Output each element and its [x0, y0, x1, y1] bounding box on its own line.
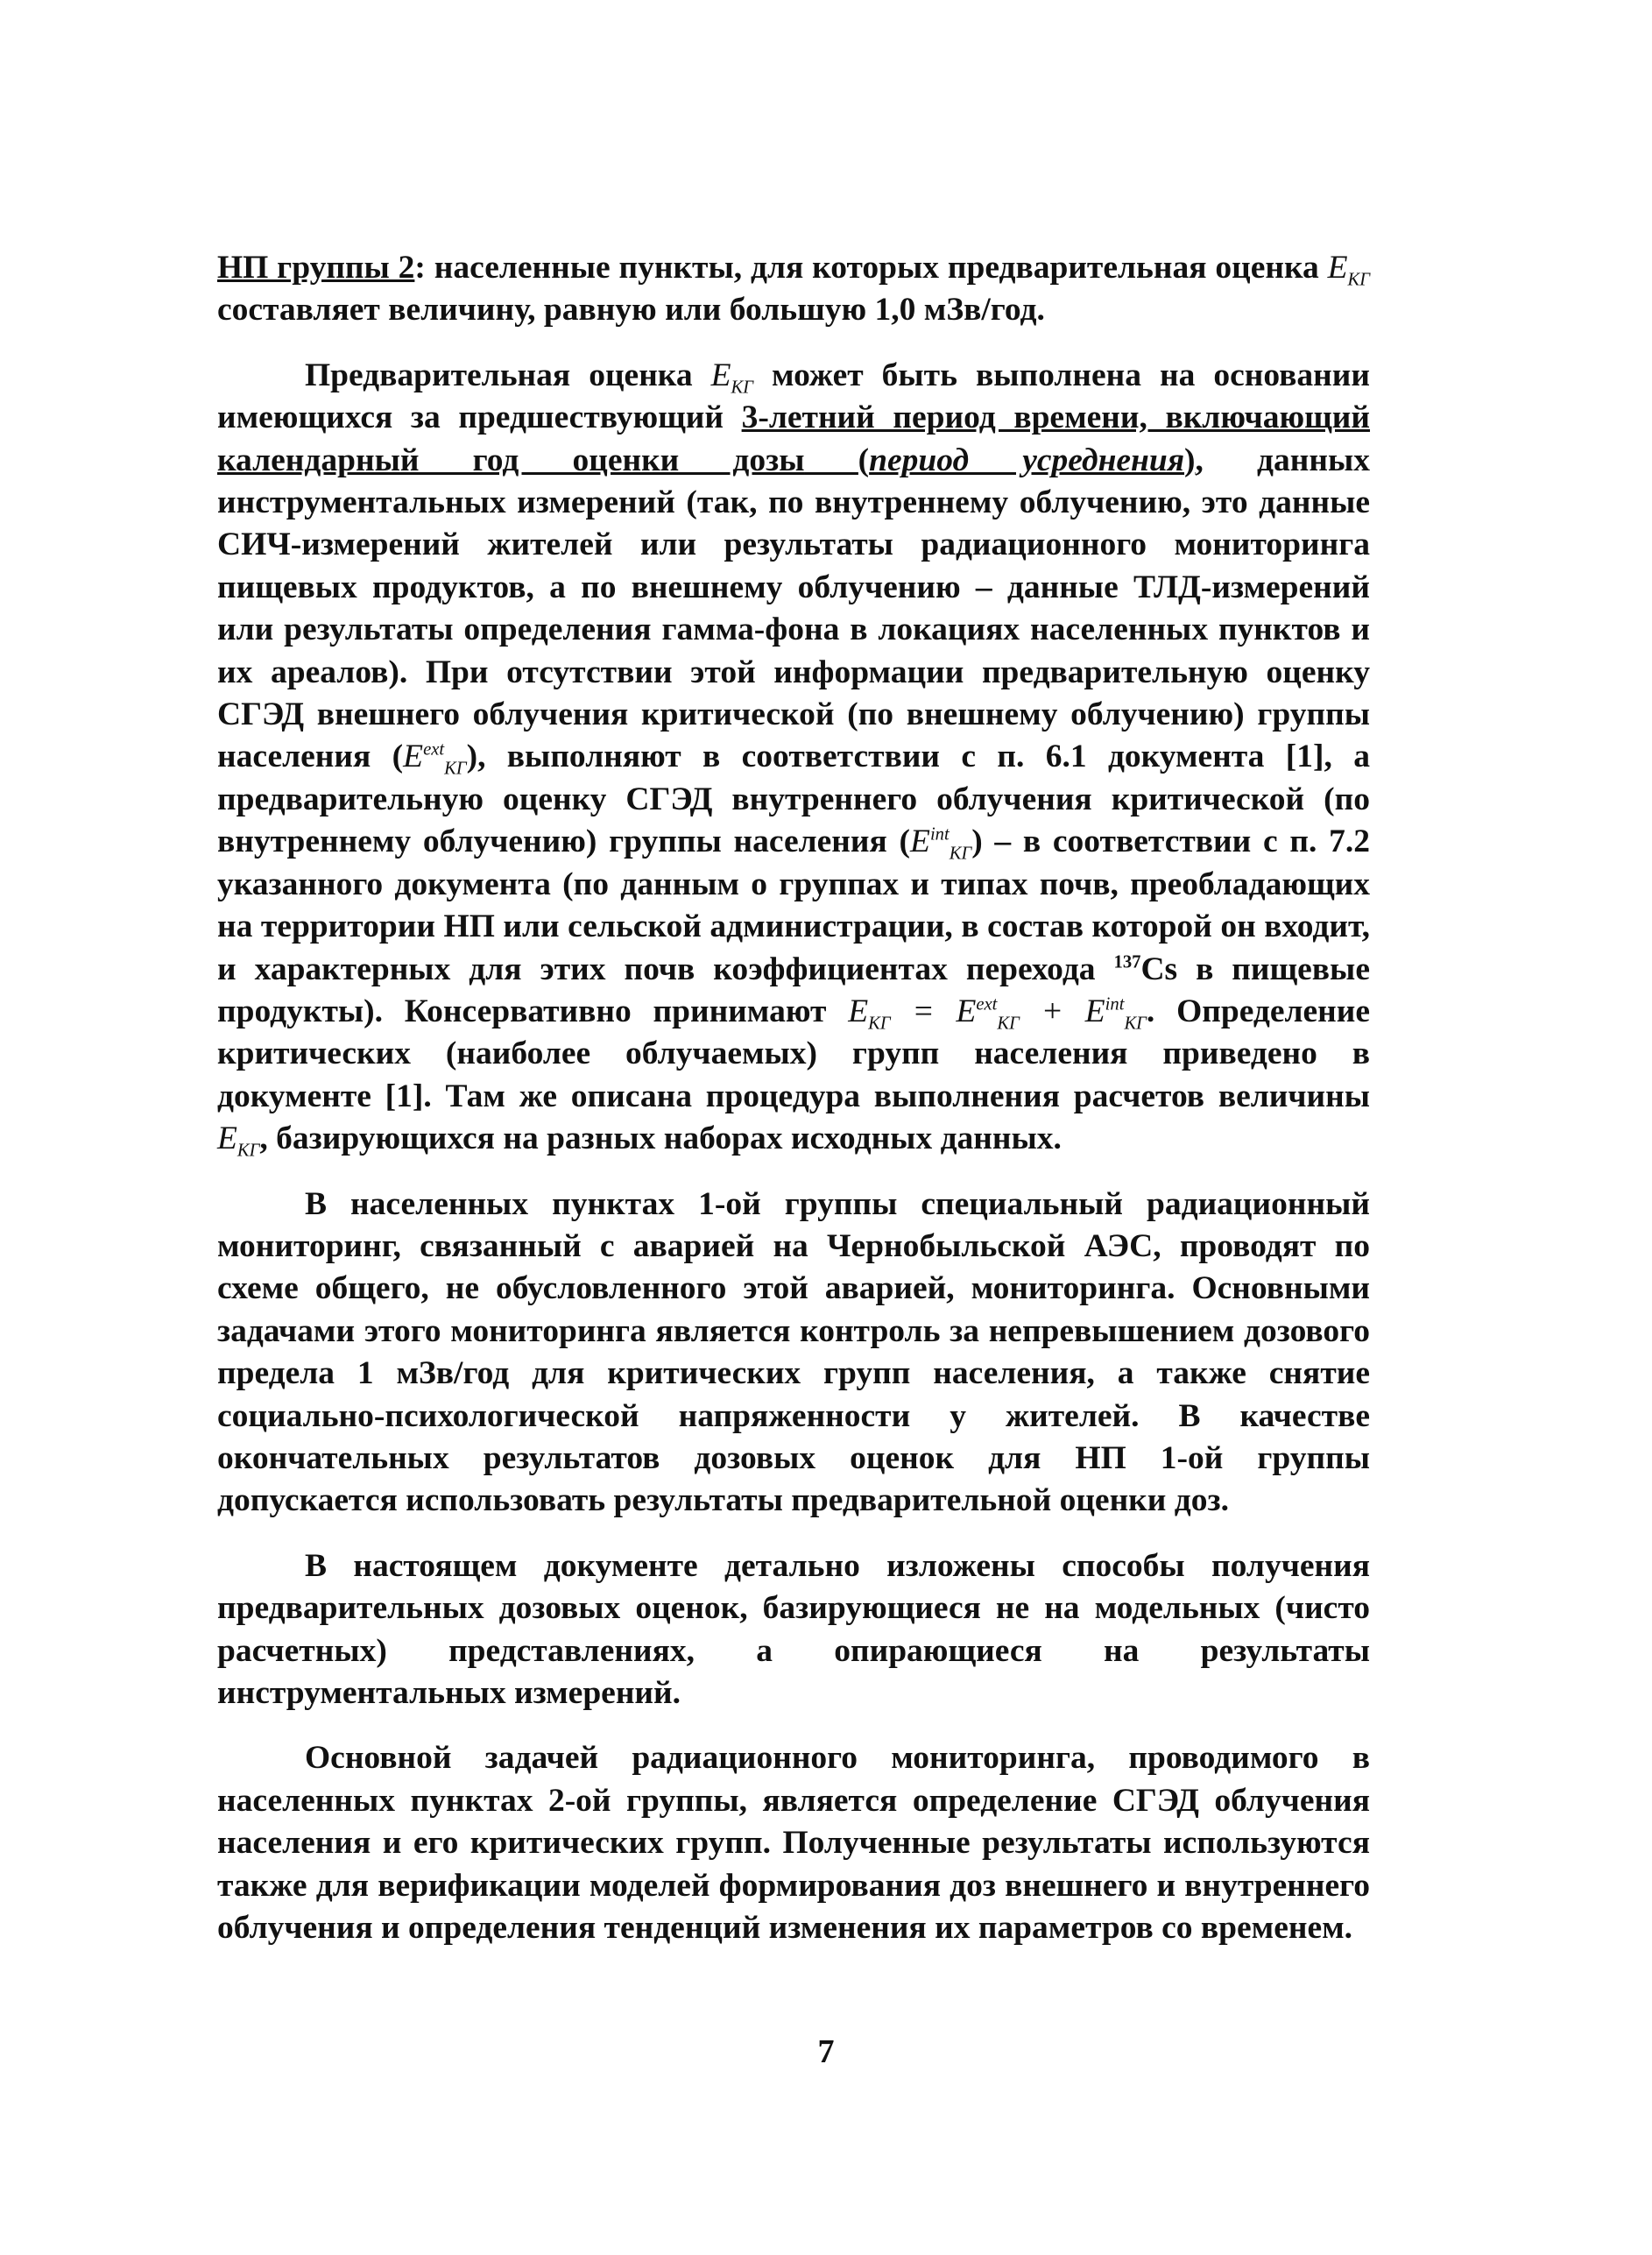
text: Предварительная оценка: [305, 357, 711, 393]
internal-dose-symbol: $E^{int}_{KГ}$: [910, 824, 972, 864]
text: : населенные пункты, для которых предварительная оценка: [414, 250, 1328, 286]
page-number: 7: [817, 2033, 835, 2070]
isotope-mass-number: 137: [1113, 952, 1141, 972]
dose-symbol: $E_{KГ}$: [217, 1120, 260, 1161]
paragraph-group-1-monitoring: В населенных пунктах 1-ой группы специальный радиационный мониторинг, связанный с аварией на Чернобыльской АЭС, проводят по схеме общего, не обусловленного этой аварией, мониторинга. Основными задачами этого мониторинга является контроль за непревышением дозового предела 1 мЗв/год для критических групп населения, а также снятие социально-психологической напряженности у жителей. В качестве окончательных результатов дозовых оценок для НП 1-ой группы допускается использовать результаты предварительной оценки доз.: [217, 1185, 1370, 1519]
text: , базирующихся на разных наборах исходных данных.: [259, 1120, 1062, 1157]
isotope-symbol: Cs: [1140, 951, 1178, 987]
paragraph-preliminary-estimate: [217, 355, 1370, 1161]
formula: $E_{KГ} = E^{ext}_{KГ} + E^{int}_{KГ}$: [848, 993, 1147, 1034]
dose-symbol: $E_{KГ}$: [1327, 250, 1370, 290]
averaging-period-underlined: 3-летний период времени, включающий календарный год оценки дозы (период усреднения): [217, 399, 1371, 478]
dose-symbol: $E_{KГ}$: [710, 357, 754, 398]
group-2-heading: НП группы 2: [217, 250, 415, 286]
external-dose-symbol: $E^{ext}_{KГ}$: [403, 739, 467, 779]
text: ) – в соответствии с п. 7.2 указанного документа (по данным о группах и типах почв, преобладающих на территории НП или сельской администрации, в состав которой он входит, и характерных для этих почв коэффициентах перехода: [217, 824, 1370, 987]
paragraph-group-2-definition: [217, 247, 1370, 332]
text: в пищевые продукты). Консервативно принимают: [217, 951, 1370, 1029]
document-page: [217, 247, 1370, 1972]
text: ), выполняют в соответствии с п. 6.1 документа [1], а предварительную оценку СГЭД внутреннего облучения критической (по внутреннему облучению) группы населения (: [217, 739, 1370, 860]
text: может быть выполнена на основании имеющихся за предшествующий: [217, 357, 1370, 436]
text: , данных инструментальных измерений (так, по внутреннему облучению, это данные СИЧ-измерений жителей или результаты радиационного мониторинга пищевых продуктов, а по внешнему облучению – данные ТЛД-измерений или результаты определения гамма-фона в локациях населенных пунктов и их ареалов). При отсутствии этой информации предварительную оценку СГЭД внешнего облучения критической (по внешнему облучению) группы населения (: [217, 442, 1370, 775]
text: . Определение критических (наиболее облучаемых) групп населения приведено в документе [1]. Там же описана процедура выполнения расчетов величины: [217, 993, 1371, 1114]
text: составляет величину, равную или большую 1,0 мЗв/год.: [217, 292, 1045, 329]
paragraph-document-scope: В настоящем документе детально изложены способы получения предварительных дозовых оценок, базирующиеся не на модельных (чисто расчетных) представлениях, а опирающиеся на результаты инструментальных измерений.: [217, 1547, 1370, 1711]
paragraph-group-2-monitoring: Основной задачей радиационного мониторинга, проводимого в населенных пунктах 2-ой группы, является определение СГЭД облучения населения и его критических групп. Полученные результаты используются также для верификации моделей формирования доз внешнего и внутреннего облучения и определения тенденций изменения их параметров со временем.: [217, 1740, 1370, 1947]
